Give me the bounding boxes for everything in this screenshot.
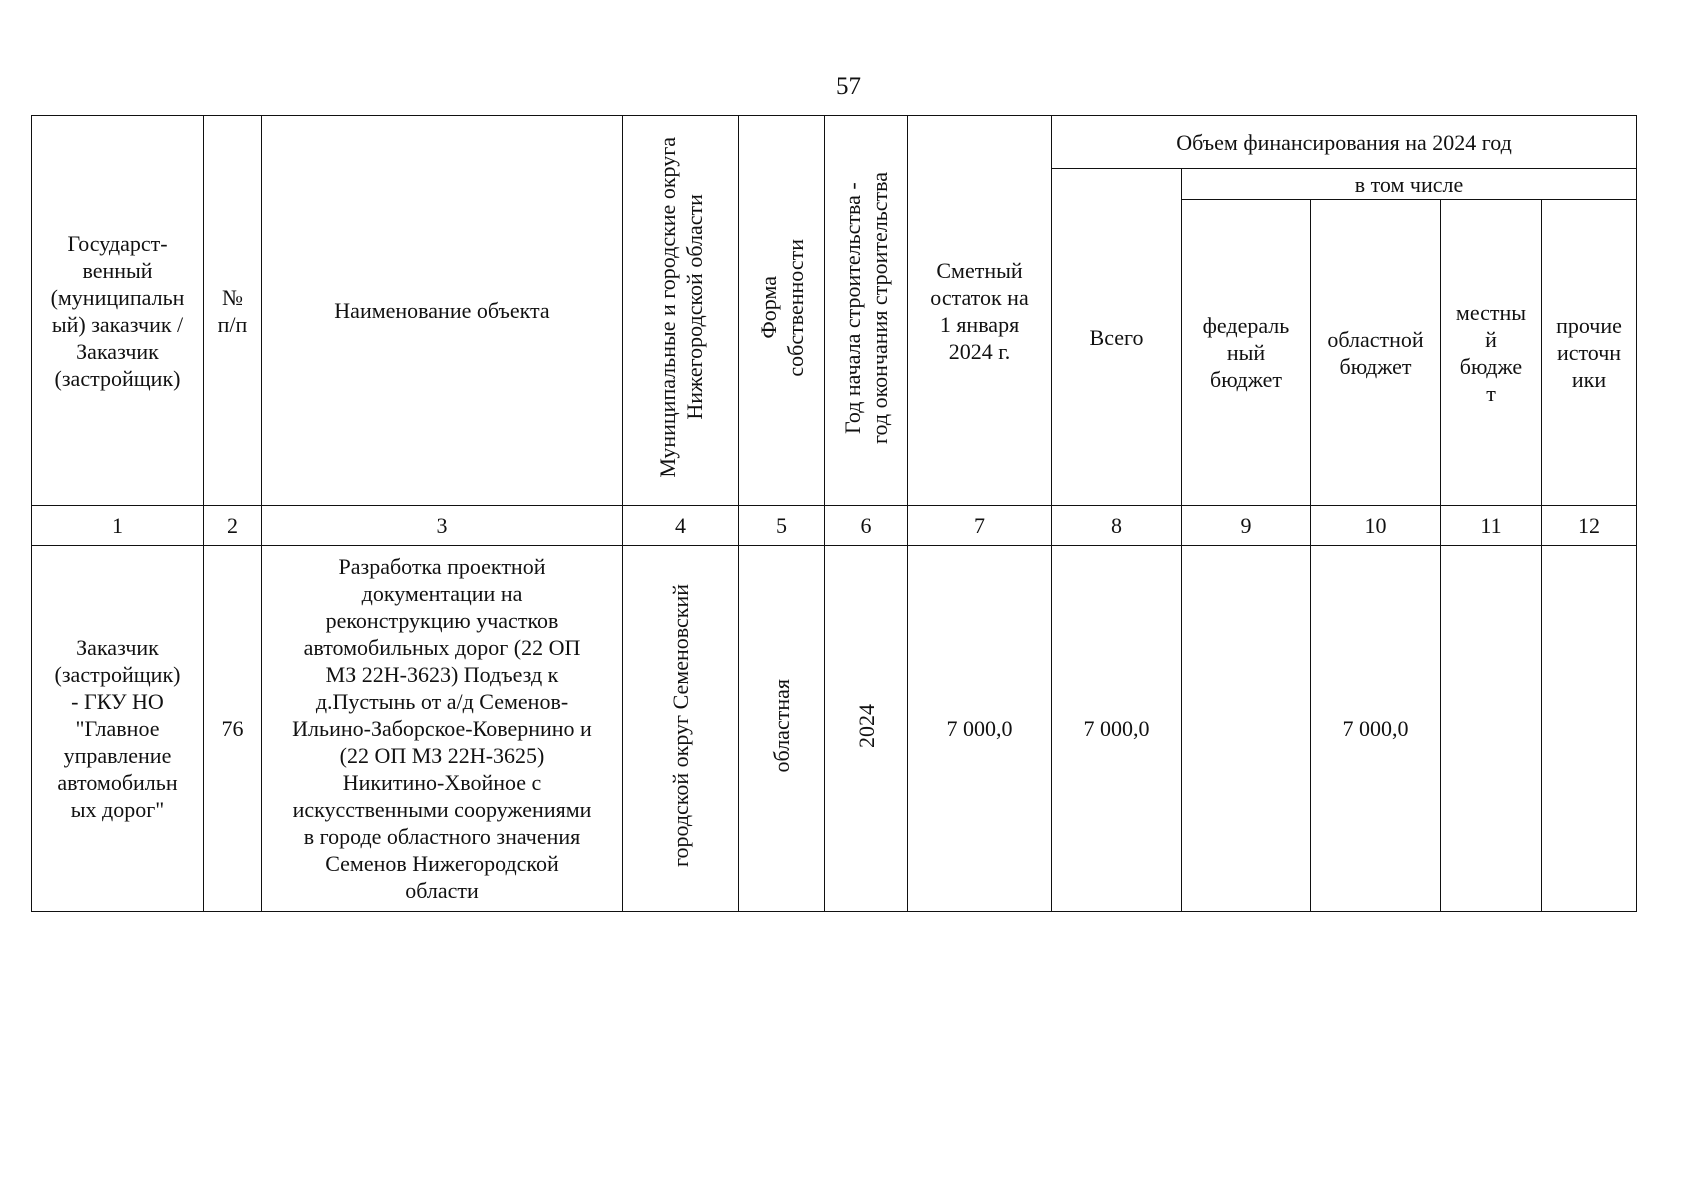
column-number: 2 xyxy=(204,506,262,546)
cell-other-sources xyxy=(1542,546,1637,912)
cell-years: 2024 xyxy=(825,546,908,912)
column-number: 11 xyxy=(1441,506,1542,546)
header-local-budget: местны й бюдже т xyxy=(1441,200,1542,506)
column-number: 6 xyxy=(825,506,908,546)
header-total: Всего xyxy=(1052,169,1182,506)
cell-regional-budget: 7 000,0 xyxy=(1311,546,1441,912)
column-number: 7 xyxy=(908,506,1052,546)
header-including-group: в том числе xyxy=(1182,169,1637,200)
column-numbers-row xyxy=(32,506,1637,546)
header-customer: Государст- венный (муниципальн ый) заказчик / Заказчик (застройщик) xyxy=(32,116,204,506)
cell-customer: Заказчик (застройщик) - ГКУ НО "Главное управление автомобильн ых дорог" xyxy=(32,546,204,912)
header-estimate-balance: Сметный остаток на 1 января 2024 г. xyxy=(908,116,1052,506)
data-row xyxy=(32,546,1637,912)
column-number: 9 xyxy=(1182,506,1311,546)
cell-number: 76 xyxy=(204,546,262,912)
header-regional-budget: областной бюджет xyxy=(1311,200,1441,506)
column-number: 12 xyxy=(1542,506,1637,546)
column-number: 5 xyxy=(739,506,825,546)
header-federal-budget: федераль ный бюджет xyxy=(1182,200,1311,506)
header-row-1 xyxy=(32,116,1637,169)
header-object-name: Наименование объекта xyxy=(262,116,623,506)
header-ownership: Форма собственности xyxy=(739,116,825,506)
column-number: 1 xyxy=(32,506,204,546)
header-other-sources: прочие источн ики xyxy=(1542,200,1637,506)
column-number: 10 xyxy=(1311,506,1441,546)
page-number: 57 xyxy=(836,73,861,100)
cell-ownership: областная xyxy=(739,546,825,912)
cell-object-name: Разработка проектной документации на реконструкцию участков автомобильных дорог (22 ОП МЗ 22Н-3623) Подъезд к д.Пустынь от а/д Семенов- Ильино-Заборское-Ковернино и (22 ОП МЗ 22Н-3625) Никитино-Хвойное с искусственными сооружениями в городе областного значения Семенов Нижегородской области xyxy=(262,546,623,912)
financing-table xyxy=(31,115,1637,912)
cell-estimate-balance: 7 000,0 xyxy=(908,546,1052,912)
column-number: 3 xyxy=(262,506,623,546)
header-number: № п/п xyxy=(204,116,262,506)
cell-municipality: городской округ Семеновский xyxy=(623,546,739,912)
column-number: 4 xyxy=(623,506,739,546)
cell-total: 7 000,0 xyxy=(1052,546,1182,912)
cell-local-budget xyxy=(1441,546,1542,912)
header-financing-group: Объем финансирования на 2024 год xyxy=(1052,116,1637,169)
header-municipality: Муниципальные и городские округа Нижегородской области xyxy=(623,116,739,506)
header-years: Год начала строительства - год окончания строительства xyxy=(825,116,908,506)
column-number: 8 xyxy=(1052,506,1182,546)
cell-federal-budget xyxy=(1182,546,1311,912)
